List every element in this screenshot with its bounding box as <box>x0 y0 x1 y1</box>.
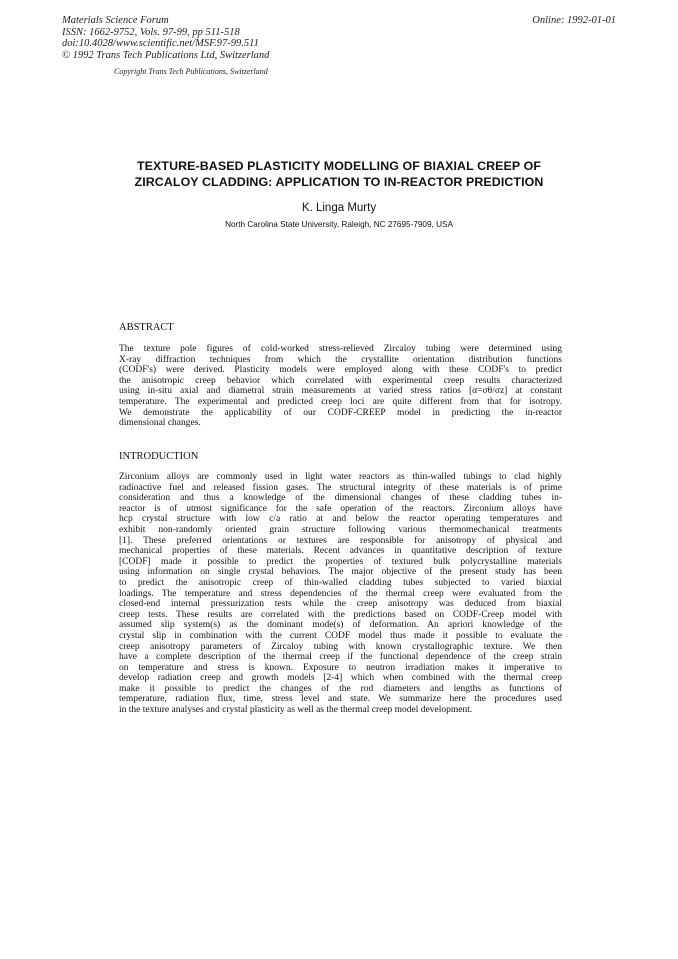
title-line: ZIRCALOY CLADDING: APPLICATION TO IN-REACTOR PREDICTION <box>134 175 544 189</box>
journal-name: Materials Science Forum <box>62 15 169 26</box>
text-line: temperature, radiation flux, time, stress level and state. We summarize here the procedures used <box>119 694 562 705</box>
paper-title <box>100 158 578 190</box>
text-line: mechanical properties of these materials. Recent advances in quantitative description of texture <box>119 546 562 557</box>
text-line: [CODF] made it possible to predict the properties of textured bulk polycrystalline materials <box>119 556 562 567</box>
author-affiliation: North Carolina State University, Raleigh, NC 27695-7909, USA <box>225 220 453 229</box>
text-line: (CODF's) were derived. Plasticity models were employed along with these CODF's to predict <box>119 365 562 376</box>
abstract-heading: ABSTRACT <box>119 322 174 333</box>
text-line: on temperature and stress is known. Exposure to neutron irradiation makes it imperative to <box>119 662 562 673</box>
online-date: Online: 1992-01-01 <box>532 15 616 26</box>
text-line: make it possible to predict the changes of the rod diameters and lengths as functions of <box>119 683 562 694</box>
text-line: creep tests. These results are correlated with the predictions based on CODF-Creep model with <box>119 609 562 620</box>
title-line: TEXTURE-BASED PLASTICITY MODELLING OF BIAXIAL CREEP OF <box>137 159 541 173</box>
copyright-line: Copyright Trans Tech Publications, Switzerland <box>114 67 268 76</box>
text-line: hcp crystal structure with low c/a ratio at and below the reactor operating temperatures and <box>119 514 562 525</box>
text-line: crystal slip in combination with the current CODF model thus made it possible to evaluate the <box>119 630 562 641</box>
text-line: loadings. The temperature and stress dependencies of the thermal creep were evaluated from the <box>119 588 562 599</box>
text-line: exhibit non-randomly oriented grain structure following various thermomechanical treatments <box>119 524 562 535</box>
text-line: reactor is of utmost significance for the safe operation of the reactors. Zirconium alloys have <box>119 503 562 514</box>
publisher-line: © 1992 Trans Tech Publications Ltd, Switzerland <box>62 49 270 61</box>
text-line: X-ray diffraction techniques from which the crystallite orientation distribution functions <box>119 354 562 365</box>
introduction-body <box>119 472 562 716</box>
text-line: Zirconium alloys are commonly used in light water reactors as thin-walled tubings to clad highly <box>119 472 562 482</box>
text-line: the anisotropic creep behavior which correlated with experimental creep results characterized <box>119 375 562 386</box>
text-line: We demonstrate the applicability of our CODF-CREEP model in predicting the in-reactor <box>119 407 562 418</box>
text-line: dimensional changes. <box>119 418 201 429</box>
text-line: using information on single crystal behaviors. The major objective of the present study has been <box>119 567 562 578</box>
text-line: in the texture analyses and crystal plasticity as well as the thermal creep model development. <box>119 705 473 716</box>
text-line: using in-situ axial and diametral strain measurements at varied stress ratios [α=σθ/σz] at constant <box>119 386 562 397</box>
text-line: The texture pole figures of cold-worked stress-relieved Zircaloy tubing were determined using <box>119 344 562 354</box>
doi-line: doi:10.4028/www.scientific.net/MSF.97-99.511 <box>62 38 259 49</box>
text-line: develop radiation creep and growth models [2-4] which when combined with the thermal creep <box>119 673 562 684</box>
journal-meta <box>62 15 269 61</box>
text-line: closed-end internal pressurization tests while the creep anisotropy was deduced from biaxial <box>119 599 562 610</box>
issn-line: ISSN: 1662-9752, Vols. 97-99, pp 511-518 <box>62 26 240 38</box>
text-line: assumed slip system(s) as the dominant mode(s) of deformation. An apriori knowledge of the <box>119 620 562 631</box>
abstract-body <box>119 344 562 429</box>
text-line: radioactive fuel and released fission gases. The structural integrity of these materials is of prime <box>119 482 562 493</box>
text-line: [1]. These preferred orientations or textures are responsible for anisotropy of physical and <box>119 535 562 546</box>
text-line: creep anisotropy parameters of Zircaloy tubing with known crystallographic texture. We then <box>119 641 562 652</box>
text-line: have a complete description of the thermal creep if the functional dependence of the creep strain <box>119 652 562 663</box>
text-line: temperature. The experimental and predicted creep loci are quite different from that for isotropy. <box>119 396 562 407</box>
author-name: K. Linga Murty <box>301 202 377 214</box>
introduction-heading: INTRODUCTION <box>119 451 199 462</box>
text-line: consideration and thus a knowledge of the dimensional changes of these cladding tubes in- <box>119 493 562 504</box>
text-line: to predict the anisotropic creep of thin-walled cladding tubes subjected to varied biaxial <box>119 577 562 588</box>
